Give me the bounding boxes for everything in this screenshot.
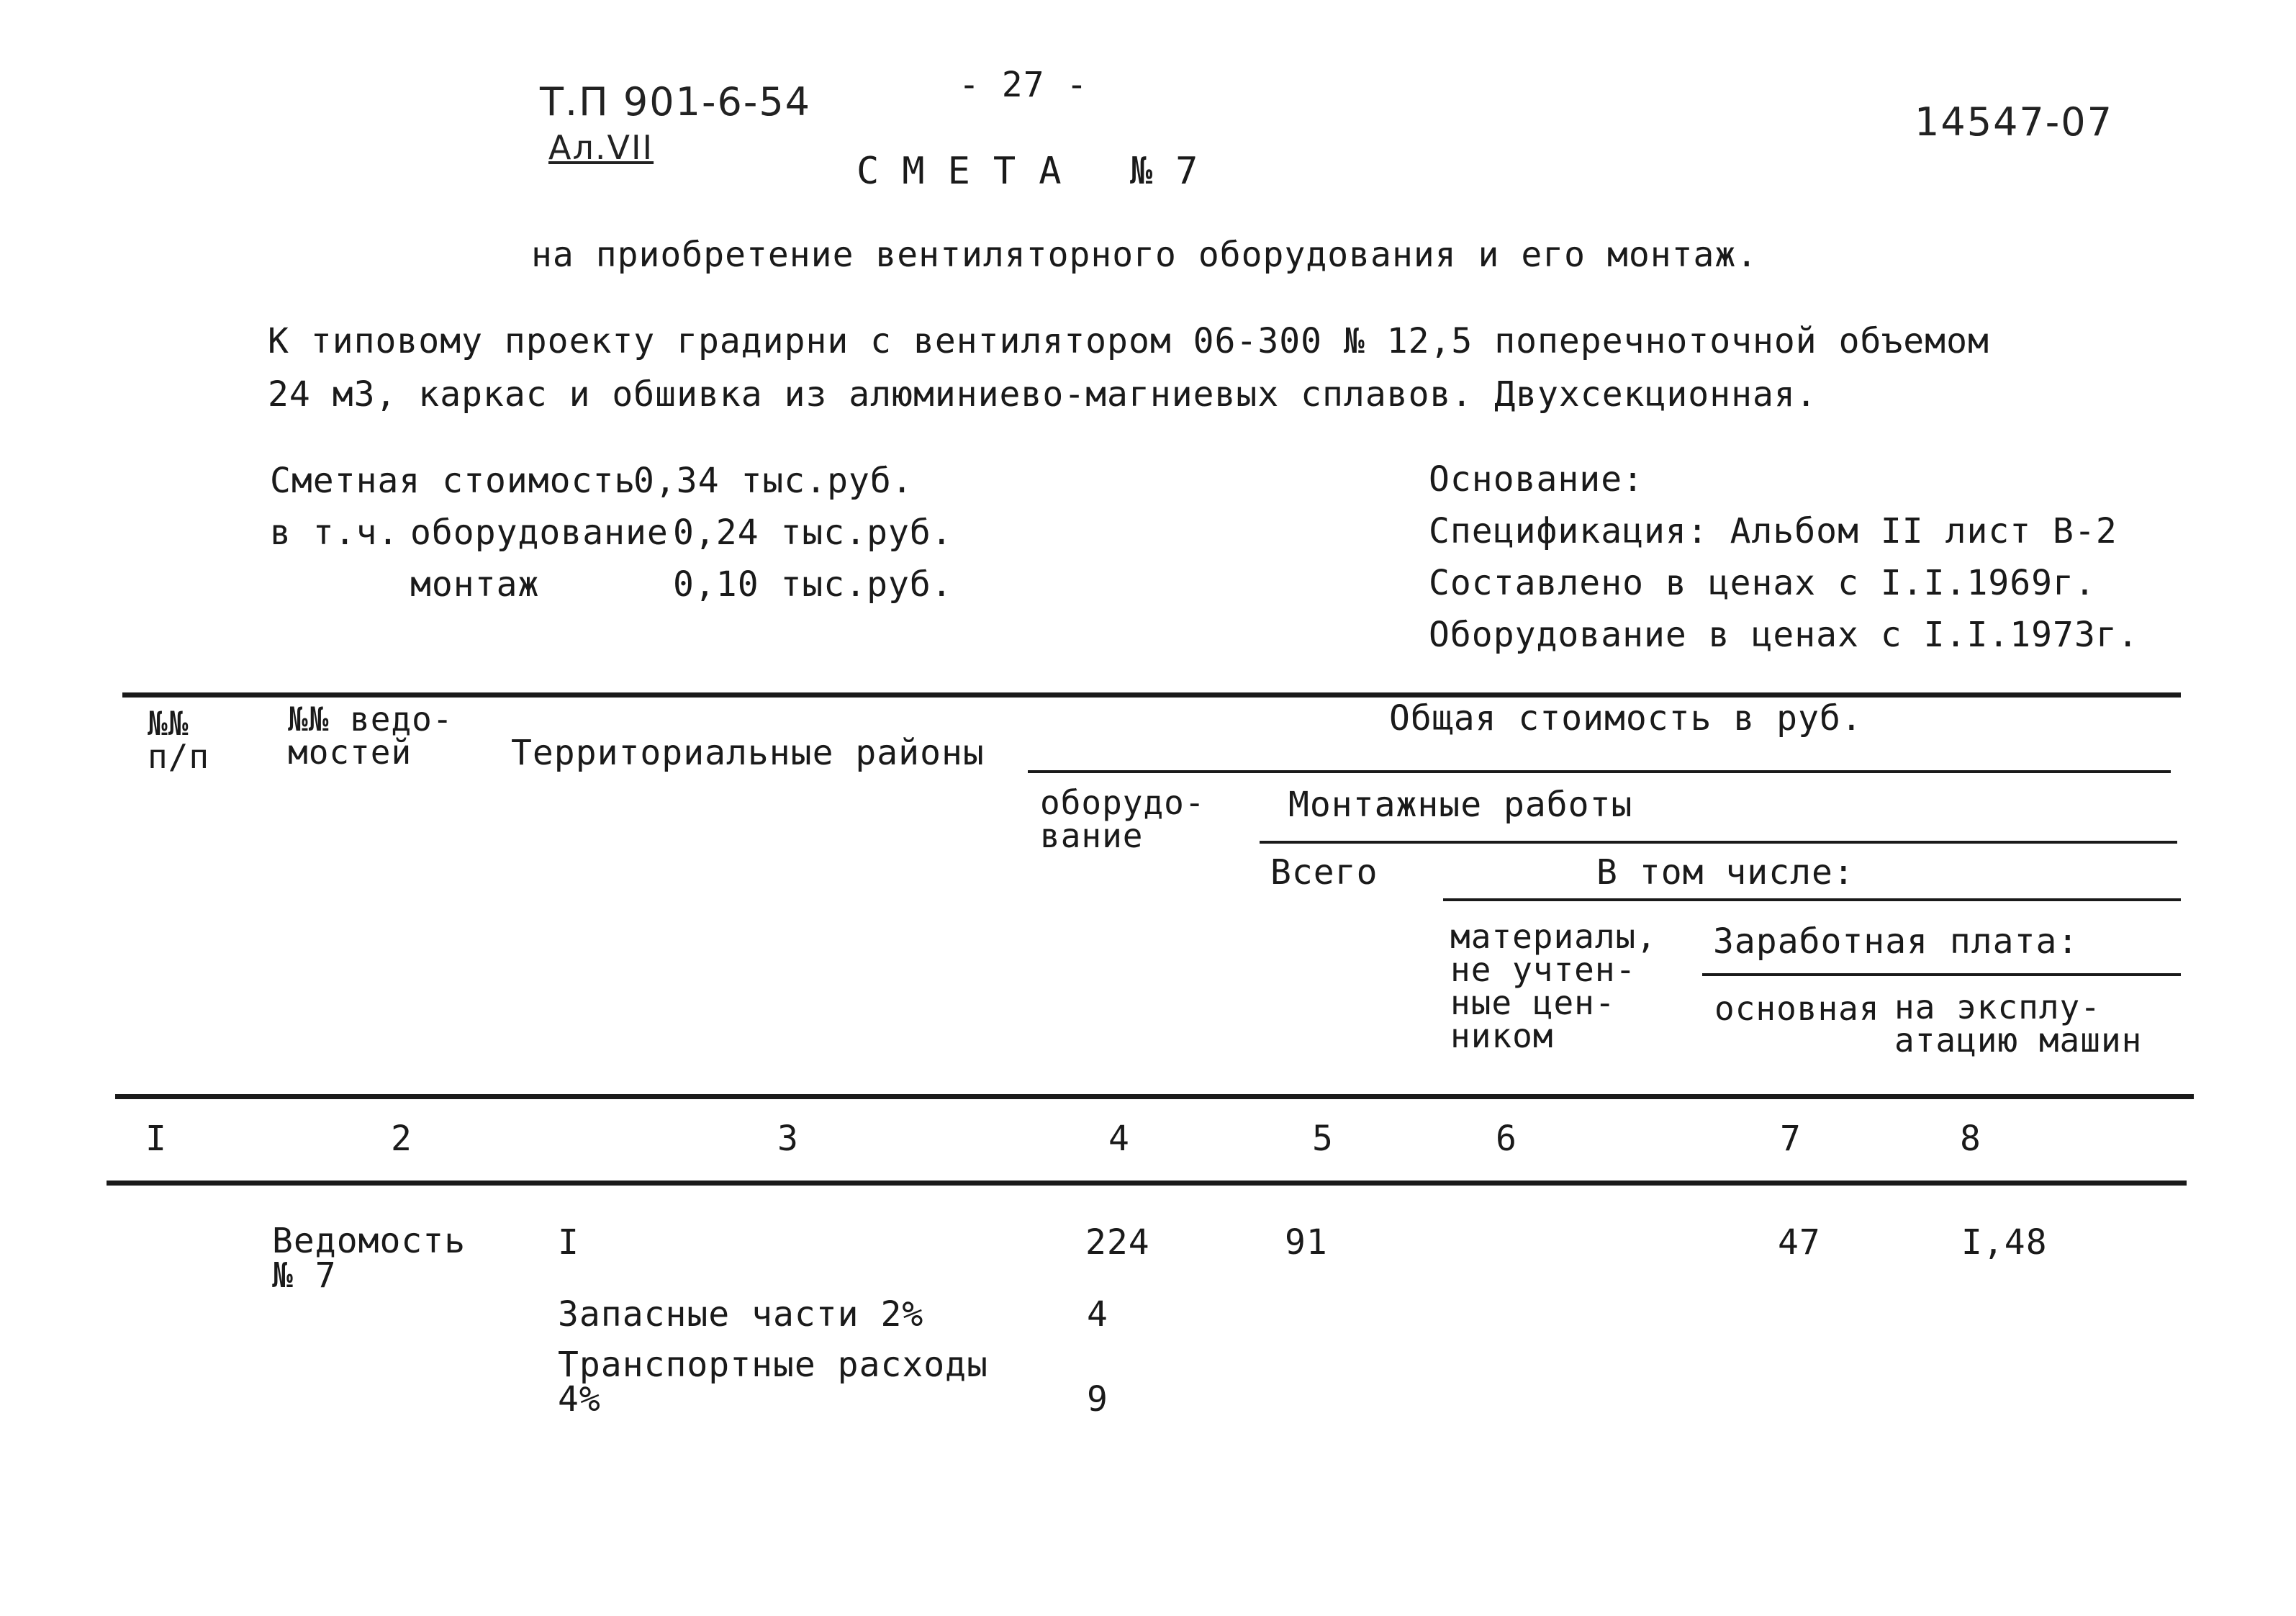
machine-operation-cell: I,48	[1961, 1222, 2048, 1263]
installation-cost-label: монтаж	[410, 564, 540, 605]
header-row-number: №№ п/п	[148, 704, 210, 776]
column-number: 3	[777, 1119, 799, 1159]
document-subtitle: на приобретение вентиляторного оборудования и его монтаж.	[531, 235, 1758, 275]
basis-heading: Основание:	[1429, 459, 1644, 500]
header-materials: материалы, не учтен- ные цен- ником	[1450, 917, 1657, 1055]
equipment-cell: 9	[1087, 1379, 1108, 1419]
header-total-cost: Общая стоимость в руб.	[1389, 698, 1863, 739]
header-wages: Заработная плата:	[1713, 921, 2079, 962]
column-number: 6	[1496, 1119, 1517, 1159]
column-number: 2	[391, 1119, 412, 1159]
basic-wages-cell: 47	[1778, 1222, 1821, 1263]
header-including: В том числе:	[1596, 852, 1855, 893]
header-machine-operation: на эксплу- атацию машин	[1894, 988, 2143, 1060]
basis-line-2: Составлено в ценах с I.I.1969г.	[1429, 563, 2096, 603]
page-number: - 27 -	[959, 65, 1088, 105]
header-installation-work: Монтажные работы	[1288, 785, 1633, 825]
total-cost-label: Сметная стоимость	[270, 461, 636, 501]
header-territorial-regions: Территориальные районы	[511, 733, 985, 773]
equipment-cost-label: оборудование	[410, 513, 669, 553]
including-rule	[1443, 898, 2181, 901]
column-number: 7	[1780, 1119, 1802, 1159]
archive-number: 14547-07	[1915, 99, 2113, 145]
header-equipment: оборудо- вание	[1040, 783, 1206, 855]
column-numbers-rule	[107, 1181, 2187, 1186]
description-line-1: К типовому проекту градирни с вентилятором 06-300 № 12,5 поперечноточной объемом	[268, 321, 1989, 361]
header-bottom-rule	[115, 1094, 2194, 1099]
statement-cell: Ведомость № 7	[272, 1221, 466, 1296]
region-cell: Запасные части 2%	[558, 1294, 924, 1335]
column-number: 4	[1108, 1119, 1130, 1159]
document-title: СМЕТА №7	[857, 150, 1221, 193]
installation-cost-value: 0,10 тыс.руб.	[673, 564, 953, 605]
column-number: I	[145, 1119, 167, 1159]
region-cell: I	[558, 1222, 579, 1263]
header-basic-wages: основная	[1714, 989, 1880, 1028]
table-top-rule	[122, 692, 2181, 698]
basis-line-3: Оборудование в ценах с I.I.1973г.	[1429, 615, 2139, 655]
column-number: 8	[1960, 1119, 1981, 1159]
basis-line-1: Спецификация: Альбом II лист В-2	[1429, 511, 2118, 551]
column-number: 5	[1312, 1119, 1334, 1159]
total-cost-value: 0,34 тыс.руб.	[633, 461, 913, 501]
total-cost-rule	[1028, 770, 2171, 773]
header-statement-number: №№ ведо- мостей	[288, 700, 453, 772]
doc-ref: Т.П 901-6-54	[540, 79, 812, 125]
header-total: Всего	[1270, 852, 1378, 893]
equipment-cost-value: 0,24 тыс.руб.	[673, 513, 953, 553]
total-cell: 91	[1285, 1222, 1328, 1263]
installation-rule	[1260, 841, 2177, 844]
including-label: в т.ч.	[270, 513, 399, 553]
region-cell: Транспортные расходы 4%	[558, 1345, 988, 1419]
album-ref: Ал.VII	[548, 128, 654, 167]
equipment-cell: 4	[1087, 1294, 1108, 1335]
equipment-cell: 224	[1085, 1222, 1150, 1263]
description-line-2: 24 м3, каркас и обшивка из алюминиево-магниевых сплавов. Двухсекционная.	[268, 374, 1817, 415]
wages-rule	[1702, 973, 2181, 976]
